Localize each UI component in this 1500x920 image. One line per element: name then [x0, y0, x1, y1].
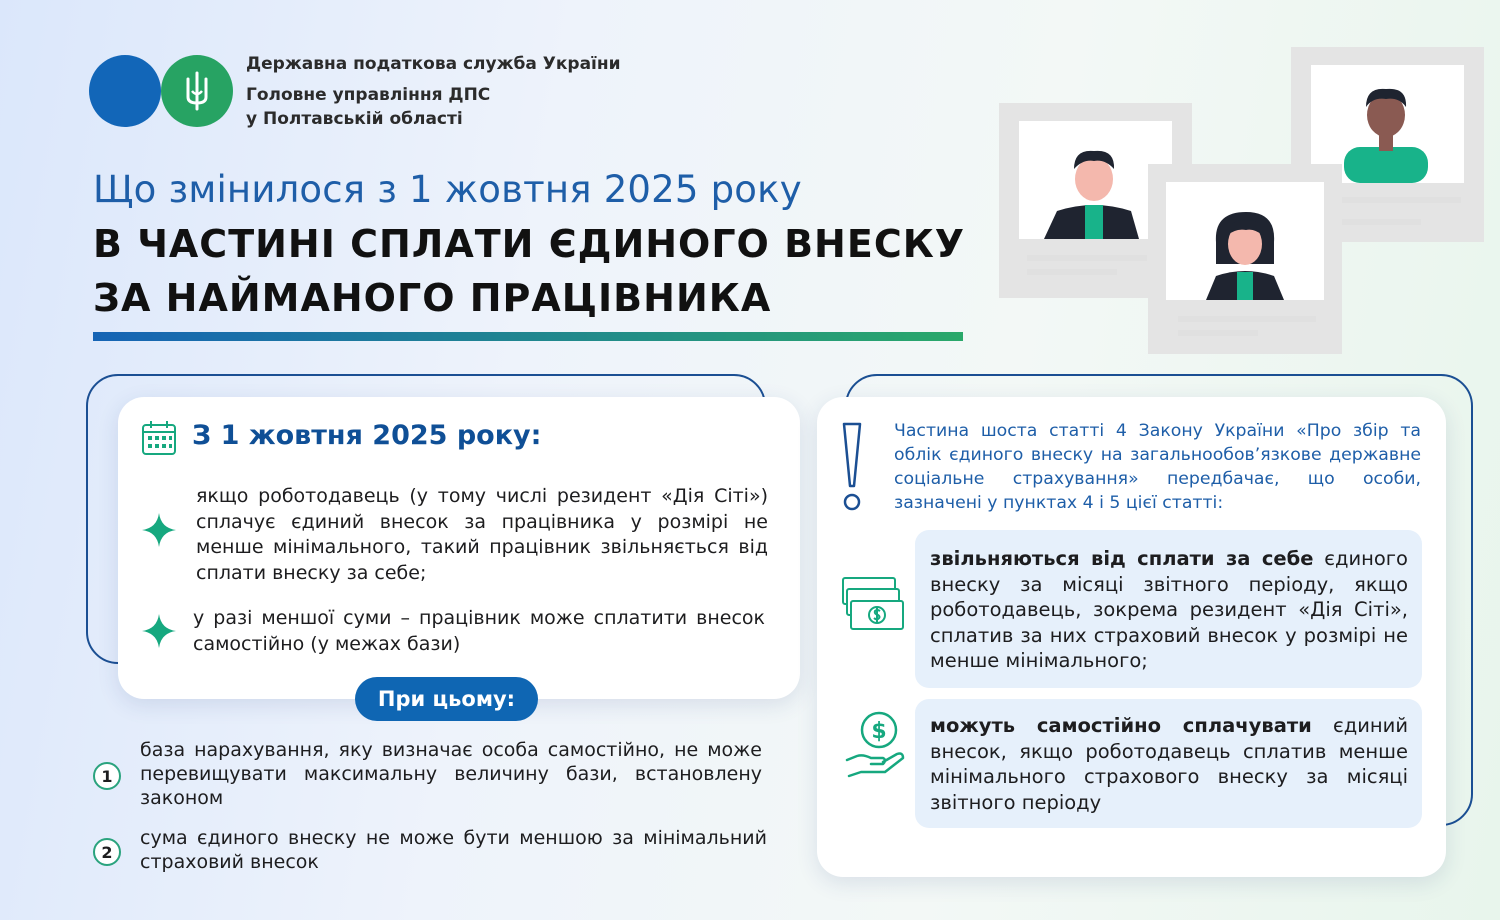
numbered-text-2: сума єдиного внеску не може бути меншою за мінімальний страховий внесок	[140, 827, 767, 873]
hand-coin-icon	[843, 710, 907, 778]
page-title-line2: ЗА НАЙМАНОГО ПРАЦІВНИКА	[93, 276, 772, 320]
logo-blue-circle	[89, 55, 161, 127]
exclamation-icon	[838, 420, 866, 512]
number-badge-1: 1	[93, 762, 121, 790]
calendar-icon	[141, 420, 177, 456]
number-badge-2: 2	[93, 838, 121, 866]
numbered-text-1: база нарахування, яку визначає особа самостійно, не може перевищувати максимальну величину бази, встановлену законом	[140, 739, 762, 809]
title-underline	[93, 332, 963, 341]
self-pay-info-rest: єдиний внесок, якщо роботодавець сплатив менше мінімального страхового внеску за місяці звітного періоду	[930, 714, 1408, 814]
self-pay-info-text	[930, 713, 1408, 815]
org-region	[246, 83, 490, 131]
note-pill: При цьому:	[355, 677, 538, 721]
sparkle-icon	[142, 614, 176, 648]
trident-emblem-icon	[161, 55, 233, 127]
org-region-line1: Головне управління ДПС	[246, 85, 491, 105]
page-subtitle: Що змінилося з 1 жовтня 2025 року	[93, 168, 802, 211]
org-region-line2: у Полтавській області	[246, 109, 463, 129]
profile-card-front	[1148, 164, 1342, 354]
bullet-text-2: у разі меншої суми – працівник може сплатити внесок самостійно (у межах бази)	[193, 607, 765, 655]
money-bills-icon	[839, 575, 907, 633]
exempt-info-bold: звільняються від сплати за себе	[930, 547, 1314, 570]
bullet-text-1: якщо роботодавець (у тому числі резидент «Дія Сіті») сплачує єдиний внесок за працівника у розмірі не менше мінімального, такий працівник звільняється від сплати внеску за себе;	[196, 485, 768, 584]
exempt-info-rest: єдиного внеску за місяці звітного періоду, якщо роботодавець, зокрема резидент «Дія Сіті», сплатив за них страховий внесок у розмірі не менше мінімального;	[930, 547, 1408, 672]
sparkle-icon	[142, 513, 176, 547]
self-pay-info-bold: можуть самостійно сплачувати	[930, 714, 1312, 737]
org-name: Державна податкова служба України	[246, 54, 621, 74]
law-reference-text: Частина шоста статті 4 Закону України «Про збір та облік єдиного внеску на загальнообов’язкове державне соціальне страхування» передбачає, що особи, зазначені у пунктах 4 і 5 цієї статті:	[894, 421, 1421, 513]
date-heading: З 1 жовтня 2025 року:	[192, 420, 542, 451]
person-avatar-icon	[1166, 182, 1324, 300]
exempt-info-text	[930, 546, 1408, 674]
page-title-line1: В ЧАСТИНІ СПЛАТИ ЄДИНОГО ВНЕСКУ	[93, 222, 966, 266]
svg-text:$: $	[871, 719, 887, 744]
